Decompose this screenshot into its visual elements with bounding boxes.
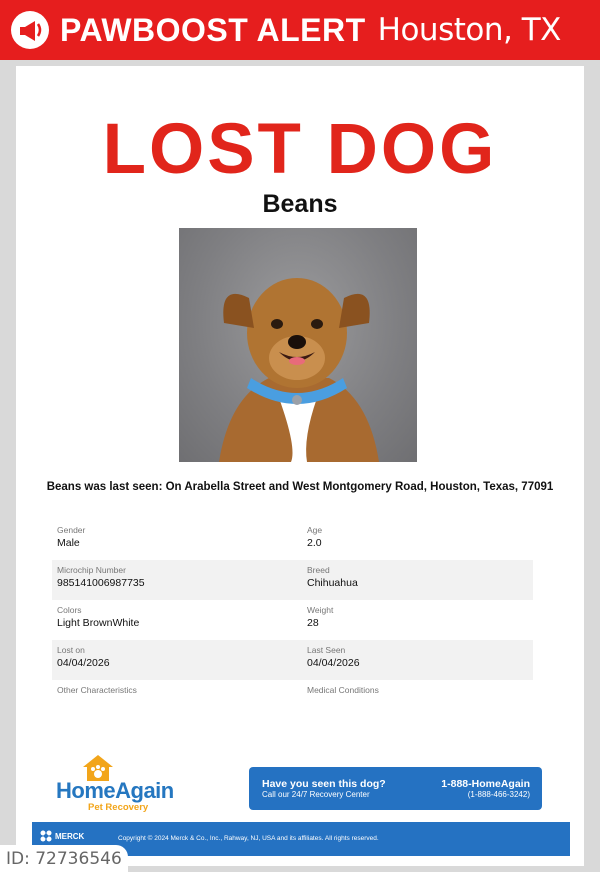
logo-tagline: Pet Recovery [88, 802, 149, 813]
detail-label: Weight [307, 605, 334, 615]
details-table [52, 520, 533, 720]
detail-value: 04/04/2026 [57, 657, 110, 669]
homeagain-logo [56, 754, 186, 816]
copyright-text: Copyright © 2024 Merck & Co., Inc., Rahway, NJ, USA and its affiliates. All rights reserved. [118, 835, 379, 842]
flyer-title: LOST DOG [102, 110, 498, 189]
image-id-badge: ID: 72736546 [0, 845, 128, 872]
cta-phone[interactable]: 1-888-HomeAgain [441, 778, 530, 790]
detail-label: Breed [307, 565, 330, 575]
detail-label: Medical Conditions [307, 685, 379, 695]
lost-dog-flyer [16, 66, 584, 866]
cta-subtext: Call our 24/7 Recovery Center [262, 790, 370, 799]
merck-icon [40, 830, 52, 842]
detail-label: Last Seen [307, 645, 346, 655]
detail-label: Age [307, 525, 323, 535]
details-row [52, 560, 533, 600]
detail-age [302, 520, 533, 560]
merck-logo [40, 830, 84, 842]
detail-weight [302, 600, 533, 640]
detail-other-characteristics [52, 680, 302, 720]
detail-value: 2.0 [307, 537, 322, 549]
detail-microchip [52, 560, 302, 600]
detail-breed [302, 560, 533, 600]
detail-label: Colors [57, 605, 82, 615]
details-row [52, 600, 533, 640]
detail-value: 985141006987735 [57, 577, 145, 589]
pet-photo [179, 228, 417, 462]
detail-value: Light BrownWhite [57, 617, 140, 629]
detail-gender [52, 520, 302, 560]
recovery-center-banner [249, 767, 542, 810]
detail-label: Gender [57, 525, 86, 535]
pet-name: Beans [262, 190, 338, 218]
alert-header [0, 0, 600, 60]
detail-label: Lost on [57, 645, 85, 655]
detail-lost-on [52, 640, 302, 680]
detail-label: Other Characteristics [57, 685, 137, 695]
merck-label: MERCK [55, 831, 85, 841]
details-row [52, 520, 533, 560]
cta-phone-numeric[interactable]: (1-888-466-3242) [467, 790, 530, 799]
city-label: Houston, TX [377, 12, 561, 48]
brand-title: PAWBOOST ALERT [60, 11, 366, 48]
detail-value: 04/04/2026 [307, 657, 360, 669]
detail-colors [52, 600, 302, 640]
details-row [52, 680, 533, 720]
detail-medical-conditions [302, 680, 533, 720]
megaphone-icon [8, 8, 52, 52]
last-seen-text: Beans was last seen: On Arabella Street and West Montgomery Road, Houston, Texas, 77091 [46, 481, 554, 493]
cta-question: Have you seen this dog? [262, 778, 386, 790]
detail-label: Microchip Number [57, 565, 126, 575]
detail-value: Chihuahua [307, 577, 358, 589]
logo-name: HomeAgain [56, 778, 174, 803]
details-row [52, 640, 533, 680]
detail-value: Male [57, 537, 80, 549]
detail-last-seen [302, 640, 533, 680]
detail-value: 28 [307, 617, 319, 629]
